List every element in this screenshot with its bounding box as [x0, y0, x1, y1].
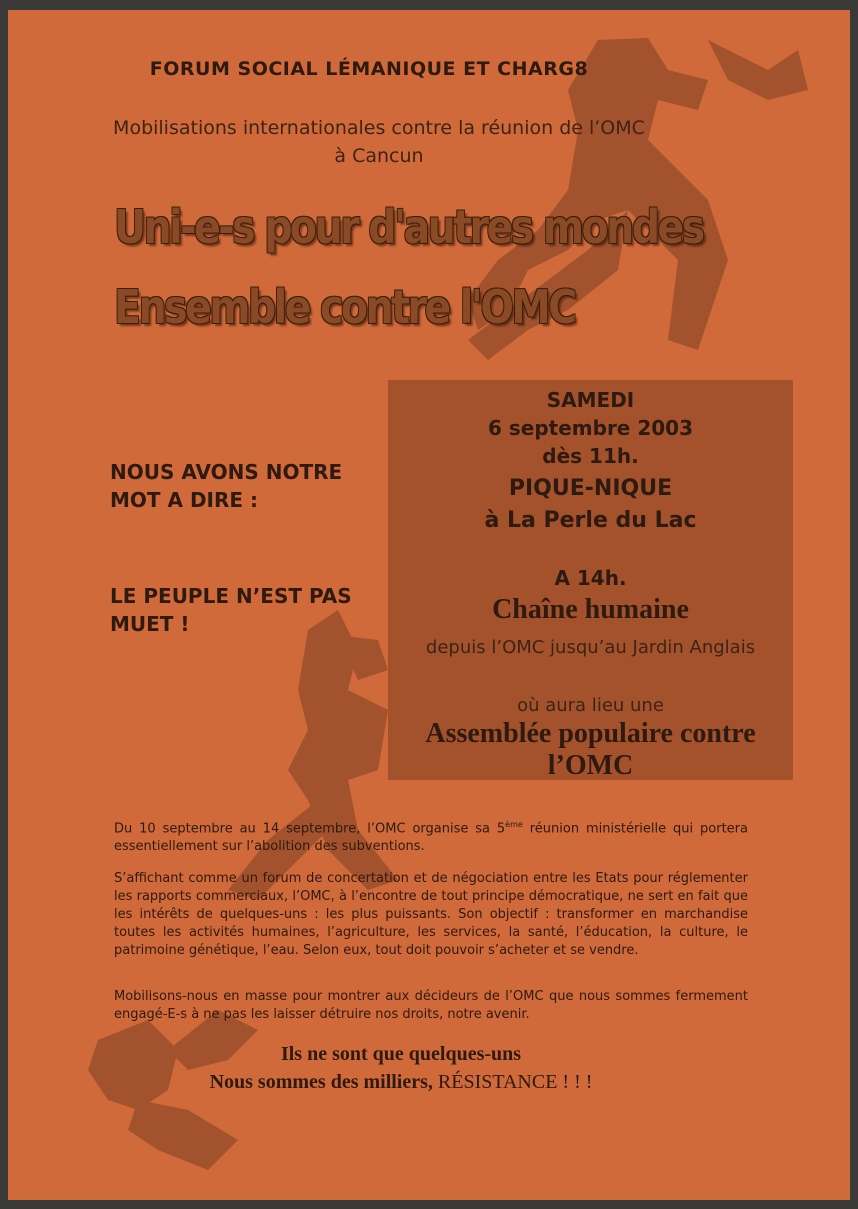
closing-line-2-start: Nous sommes des milliers,	[209, 1071, 438, 1093]
paragraph-mobilisation: Mobilisons-nous en masse pour montrer aux décideurs de l’OMC que nous sommes fermement engagé-E-s à ne pas les laisser détruire nos droits, notre avenir.	[114, 989, 748, 1022]
assembly-intro: où aura lieu une	[517, 695, 664, 716]
message-peuple-pas-muet: LE PEUPLE N’EST PAS MUET !	[110, 584, 352, 636]
event-activity: PIQUE-NIQUE	[508, 476, 673, 501]
ordinal-suffix: ème	[505, 820, 523, 829]
chain-route: depuis l’OMC jusqu’au Jardin Anglais	[425, 637, 756, 658]
event-place: à La Perle du Lac	[484, 508, 697, 533]
slogan-line-2: Ensemble contre l'OMC	[114, 280, 575, 334]
human-chain-heading: Chaîne humaine	[492, 594, 689, 625]
flyer	[8, 10, 850, 1200]
event-date: 6 septembre 2003	[488, 416, 693, 440]
paragraph-dates	[114, 816, 748, 856]
message-mot-a-dire: NOUS AVONS NOTRE MOT A DIRE :	[110, 460, 343, 512]
event-time-2: A 14h.	[554, 566, 627, 590]
mobilisation-line-1: Mobilisations internationales contre la réunion de l’OMC	[113, 117, 645, 139]
closing-line-1: Ils ne sont que quelques-uns	[280, 1043, 522, 1065]
closing-line-2	[8, 1071, 822, 1094]
paragraph-dates-start: Du 10 septembre au 14 septembre, l’OMC organise sa 5	[114, 821, 506, 837]
paragraph-dates-end: réunion ministérielle qui portera essentiellement sur l’abolition des subventions.	[114, 821, 748, 855]
mobilisation-subtitle	[8, 114, 800, 170]
event-box	[388, 380, 793, 780]
paragraph-omc-critique: S’affichant comme un forum de concertation et de négociation entre les Etats pour réglementer les rapports commerciaux, l’OMC, à l’encontre de tout principe démocratique, ne sert en fait que les intérêts de quelques-uns : les plus puissants. Son objectif : transformer en marchandise toutes les activités humaines, l’agriculture, les services, la santé, l’éducation, la culture, le patrimoine génétique, l’eau. Selon eux, tout doit pouvoir s’acheter et se vendre.	[114, 871, 748, 958]
assembly-heading: Assemblée populaire contre l’OMC	[425, 718, 756, 781]
resistance-text: RÉSISTANCE ! ! !	[437, 1071, 593, 1093]
slogan-line-1: Uni-e-s pour d'autres mondes	[114, 200, 703, 254]
event-day: SAMEDI	[546, 388, 635, 412]
mobilisation-line-2: à Cancun	[334, 145, 424, 167]
event-time: dès 11h.	[542, 444, 639, 468]
forum-title: FORUM SOCIAL LÉMANIQUE ET CHARG8	[149, 58, 589, 80]
